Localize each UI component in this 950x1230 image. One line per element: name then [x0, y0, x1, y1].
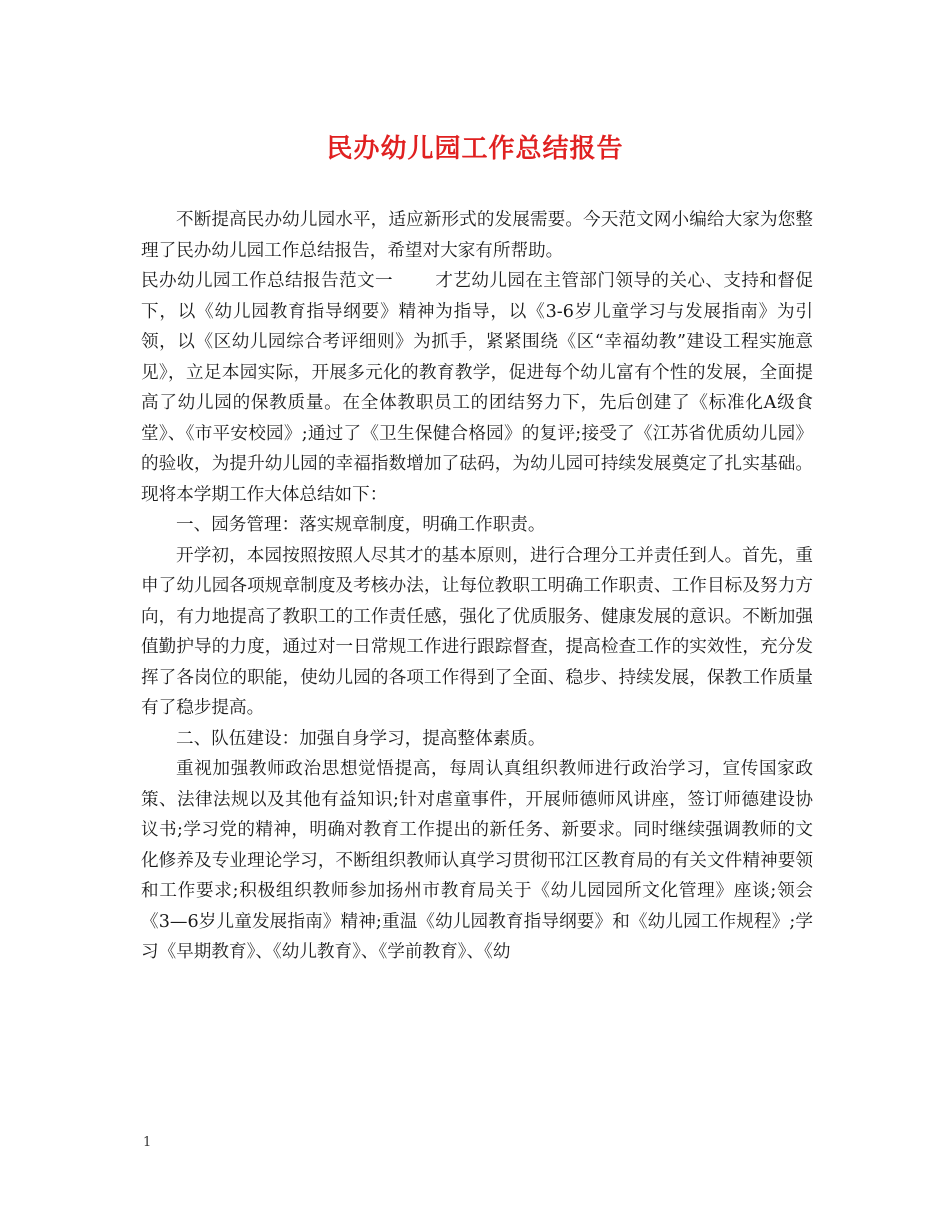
document-title: 民办幼儿园工作总结报告 — [326, 134, 624, 164]
section-paragraph-1: 开学初，本园按照按照人尽其才的基本原则，进行合理分工并责任到人。首先，重申了幼儿园各项规章制度及考核办法，让每位教职工明确工作职责、工作目标及努力方向，有力地提高了教职工的工作责任感，强化了优质服务、健康发展的意识。不断加强值勤护导的力度，通过对一日常规工作进行跟踪督查，提高检查工作的实效性，充分发挥了各岗位的职能，使幼儿园的各项工作得到了全面、稳步、持续发展，保教工作质量有了稳步提高。 — [141, 545, 813, 718]
sample-paragraph-text: 才艺幼儿园在主管部门领导的关心、支持和督促下，以《幼儿园教育指导纲要》精神为指导，以《3-6岁儿童学习与发展指南》为引领，以《区幼儿园综合考评细则》为抓手，紧紧围绕《区“幸福幼教”建设工程实施意见》，立足本园实际，开展多元化的教育教学，促进每个幼儿富有个性的发展，全面提高了幼儿园的保教质量。在全体教职员工的团结努力下，先后创建了《标准化A级食堂》、《市平安校园》;通过了《卫生保健合格园》的复评;接受了《江苏省优质幼儿园》的验收，为提升幼儿园的幸福指数增加了砝码，为幼儿园可持续发展奠定了扎实基础。现将本学期工作大体总结如下： — [141, 271, 813, 505]
section-heading-1: 一、园务管理：落实规章制度，明确工作职责。 — [176, 515, 546, 535]
page-number: 1 — [143, 1135, 152, 1150]
sample-paragraph — [141, 266, 813, 510]
section-heading-2: 二、队伍建设：加强自身学习，提高整体素质。 — [176, 728, 546, 749]
intro-paragraph: 不断提高民办幼儿园水平，适应新形式的发展需要。今天范文网小编给大家为您整理了民办幼儿园工作总结报告，希望对大家有所帮助。 — [141, 210, 813, 261]
section-label: 民办幼儿园工作总结报告范文一 — [141, 271, 393, 291]
section-paragraph-2: 重视加强教师政治思想觉悟提高，每周认真组织教师进行政治学习，宣传国家政策、法律法规以及其他有益知识;针对虐童事件，开展师德师风讲座，签订师德建设协议书;学习党的精神，明确对教育工作提出的新任务、新要求。同时继续强调教师的文化修养及专业理论学习，不断组织教师认真学习贯彻邗江区教育局的有关文件精神要领和工作要求;积极组织教师参加扬州市教育局关于《幼儿园园所文化管理》座谈;领会《3—6岁儿童发展指南》精神;重温《幼儿园教育指导纲要》和《幼儿园工作规程》;学习《早期教育》、《幼儿教育》、《学前教育》、《幼 — [141, 759, 813, 962]
document-body — [141, 205, 813, 968]
